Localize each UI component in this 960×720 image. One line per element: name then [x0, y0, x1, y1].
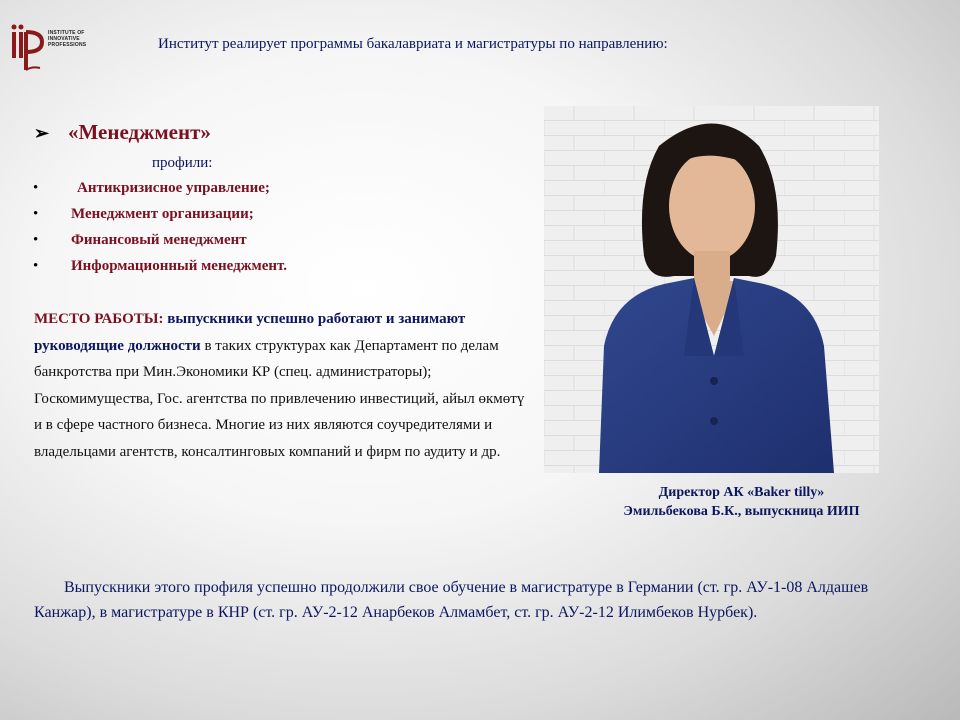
caption-line: Эмильбекова Б.К., выпускница ИИП — [623, 504, 860, 519]
logo-text-line: INSTITUTE OF — [48, 30, 85, 36]
bullet-icon: • — [33, 258, 39, 274]
caption-line: Директор АК «Baker tilly» — [658, 485, 825, 500]
bullet-icon: • — [33, 206, 39, 222]
arrow-bullet-icon: ➢ — [34, 123, 50, 143]
profile-label: Менеджмент организации; — [71, 206, 254, 222]
logo-text-line: INNOVATIVE — [48, 36, 80, 42]
logo-text — [48, 30, 98, 48]
program-title: «Менеджмент» — [68, 120, 211, 144]
program-heading — [34, 120, 211, 145]
workplace-label: МЕСТО РАБОТЫ: — [34, 311, 164, 327]
workplace-highlight: выпускники успешно работают и занимают руководящие должности — [34, 311, 466, 354]
workplace-paragraph — [34, 306, 534, 465]
workplace-text: в таких структурах как Департамент по делам банкротства при Мин.Экономики КР (спец. администраторы); Госкомимущества, Гос. агентства по привлечению инвестиций, айыл өкмөтү и в сфере частного бизнеса. Многие из них являются соучредителями и владельцами агентств, консалтинговых компаний и фирм по аудиту и др. — [34, 337, 525, 460]
bullet-icon: • — [33, 232, 39, 248]
iip-logo-mark — [10, 20, 44, 72]
institute-logo — [10, 20, 98, 72]
profiles-label: профили: — [152, 155, 213, 171]
graduates-paragraph: Выпускники этого профиля успешно продолжили свое обучение в магистратуре в Германии (ст. гр. АУ-1-08 Алдашев Канжар), в магистратуре в КНР (ст. гр. АУ-2-12 Анарбеков Алмамбет, ст. гр. АУ-2-12 Илимбеков Нурбек). — [34, 579, 869, 621]
profile-label: Антикризисное управление; — [77, 180, 270, 196]
profile-label: Информационный менеджмент. — [71, 258, 288, 274]
profile-label: Финансовый менеджмент — [71, 232, 247, 248]
portrait-illustration — [544, 106, 879, 473]
photo-caption — [544, 483, 939, 521]
slide-header: Институт реалирует программы бакалавриата и магистратуры по направлению: — [158, 36, 668, 52]
graduate-photo — [544, 106, 879, 473]
logo-text-line: PROFESSIONS — [48, 42, 87, 48]
bullet-icon: • — [33, 180, 39, 196]
